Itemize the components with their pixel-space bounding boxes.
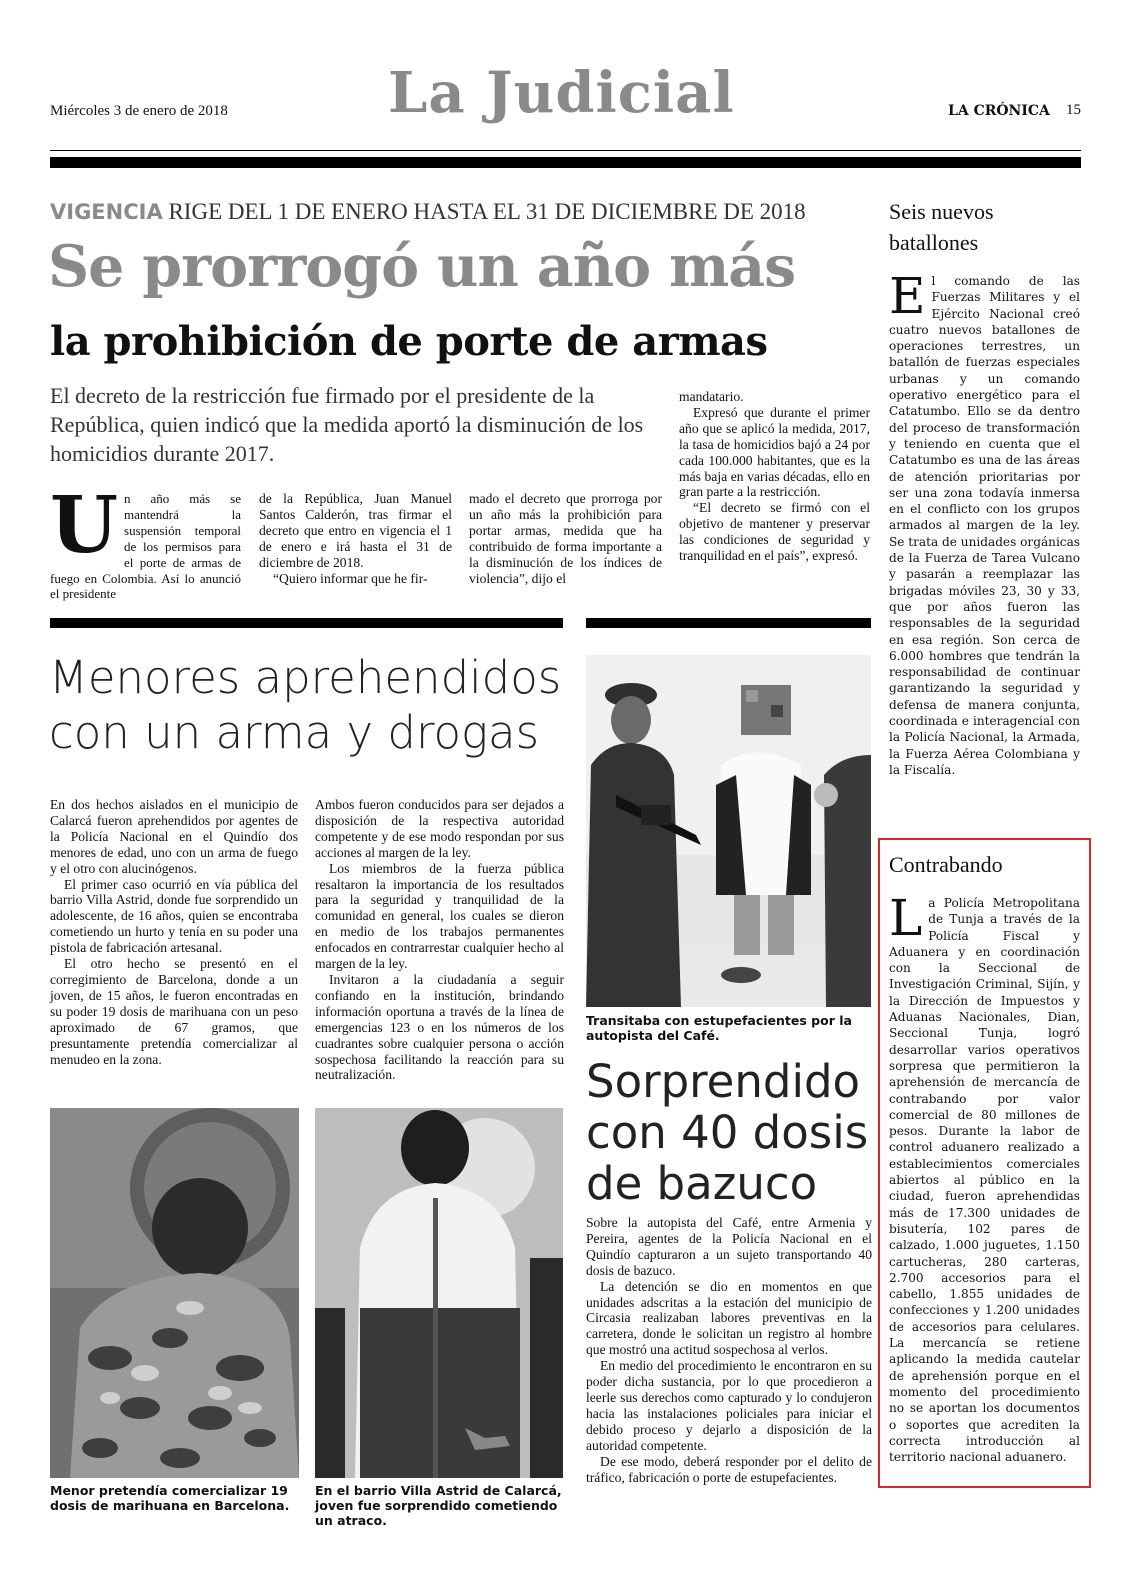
menores-rule xyxy=(50,618,563,628)
lead-deck: El decreto de la restricción fue firmado por el presidente de la República, quien indicó que la medida aportó la disminución de los homicidios durante 2017. xyxy=(50,383,644,466)
bazuco-p1: Sobre la autopista del Café, entre Armenia y Pereira, agentes de la Policía Nacional en el Quindío capturaron a un sujeto transportando 40 dosis de bazuco. xyxy=(586,1215,872,1278)
menores-c1-p3: El otro hecho se presentó en el corregimiento de Barcelona, donde a un joven, de 15 años, le fueron encontradas en su poder 19 dosis de marihuana con un peso aproximado de 67 gramos, que presuntamente pretendía comercializar al menudeo en la zona. xyxy=(50,956,298,1067)
menores-c1-p1: En dos hechos aislados en el municipio de Calarcá fueron aprehendidos por agentes de la Policía Nacional en el Quindío dos menores de edad, uno con un arma de fuego y el otro con alucinógenos. xyxy=(50,797,298,876)
bazuco-rule xyxy=(586,618,871,628)
section-title: La Judicial xyxy=(388,60,735,126)
bazuco-headline xyxy=(586,1056,868,1209)
paper-name: LA CRÓNICA xyxy=(948,103,1050,119)
sidebar1-dropcap: E xyxy=(889,267,926,325)
menores-c1-p2: El primer caso ocurrió en vía pública del barrio Villa Astrid, donde fue sorprendido un adolescente, de 16 años, quien se encontraba cometiendo un hurto y tenía en su poder una pistola de fabricación artesanal. xyxy=(50,876,298,956)
caption-atraco: En el barrio Villa Astrid de Calarcá, joven fue sorprendido cometiendo un atraco. xyxy=(315,1483,562,1528)
sidebar1-body xyxy=(889,267,1081,778)
header-rule-thin xyxy=(50,150,1081,151)
menores-c2-p1: Ambos fueron conducidos para ser dejados a disposición de la respectiva autoridad competente y de ese modo respondan por sus acciones al margen de la ley. xyxy=(315,797,564,860)
lead-headline-main: Se prorrogó un año más xyxy=(48,233,796,300)
lead-col1-text: n año más se mantendrá la suspensión temporal de los permisos para el porte de armas de fuego en Colombia. Así lo anunció el presidente xyxy=(50,491,241,602)
bazuco-headline-line3: de bazuco xyxy=(586,1157,818,1210)
lead-col-4 xyxy=(679,389,870,564)
lead-col-3 xyxy=(469,491,662,586)
issue-date: Miércoles 3 de enero de 2018 xyxy=(50,103,228,119)
lead-col4-a: mandatario. xyxy=(679,389,744,404)
lead-col-2 xyxy=(259,491,452,586)
photo-atraco-suspect xyxy=(315,1108,563,1478)
sidebar2-body xyxy=(889,889,1080,1465)
sidebar2-title: Contrabando xyxy=(889,852,1003,877)
lead-kicker xyxy=(50,198,806,226)
caption-bazuco: Transitaba con estupefacientes por la autopista del Café. xyxy=(586,1013,852,1043)
menores-col-1 xyxy=(50,797,298,1067)
lead-col2-quote: “Quiero informar que he fir- xyxy=(273,570,428,586)
sidebar2-dropcap: L xyxy=(889,889,923,947)
lead-col4-b: Expresó que durante el primer año que se aplicó la medida, 2017, la tasa de homicidios bajó a 24 por cada 100.000 habitantes, que es la más baja en varias décadas, ello en gran parte a la restricción. xyxy=(679,404,870,500)
bazuco-headline-line1: Sorprendido xyxy=(586,1055,861,1108)
caption-camouflage: Menor pretendía comercializar 19 dosis de marihuana en Barcelona. xyxy=(50,1483,290,1513)
menores-headline-line2: con un arma y drogas xyxy=(49,706,540,759)
sidebar2-text: a Policía Metropolitana de Tunja a través de la Policía Fiscal y Aduanera y en coordinación con la Seccional de Investigación Criminal, Sijín, y la Dirección de Impuestos y Aduanas Nacionales, Dian, Seccional Tunja, logró desarrollar varios operativos sorpresa que permitieron la aprehensión de mercancía de contrabando por valor comercial de 80 millones de pesos. Durante la labor de control aduanero realizado a establecimientos comerciales abiertos al público en la ciudad, fueron aprehendidas más de 17.300 unidades de bisutería, 102 pares de calzado, 1.000 juguetes, 1.150 cartucheras, 280 carteras, 2.700 accesorios para el cabello, 1.855 unidades de confecciones y 1.200 unidades de accesorios para celulares. La mercancía se retiene aplicando la medida cautelar de aprehensión porque en el momento del procedimiento no se aportan los documentos o soportes que acrediten la correcta introducción al territorio nacional aduanero. xyxy=(889,896,1080,1465)
bazuco-p2: La detención se dio en momentos en que unidades adscritas a la estación del municipio de Circasia realizaban labores preventivas en la carretera, donde le solicitan un registro al hombre que mostró una actitud sospechosa al verlos. xyxy=(586,1278,872,1358)
menores-headline-line1: Menores aprehendidos xyxy=(49,651,562,704)
lead-col-1 xyxy=(50,480,241,602)
bazuco-p4: De ese modo, deberá responder por el delito de tráfico, fabricación o porte de estupefacientes. xyxy=(586,1453,872,1485)
photo-bazuco-art xyxy=(586,655,871,1007)
photo-camouflage-suspect xyxy=(50,1108,299,1478)
bazuco-p3: En medio del procedimiento le encontraron en su poder dicha sustancia, por lo que procedieron a leerle sus derechos como capturado y lo condujeron hacia las instalaciones policiales para iniciar el debido proceso y dejarlo a disposición de la autoridad competente. xyxy=(586,1358,872,1453)
menores-c2-p3: Invitaron a la ciudadanía a seguir confiando en la institución, brindando información oportuna a través de la línea de emergencias 123 o en los números de los cuadrantes sobre cualquier persona o acción sospechosa facilitando la reacción para su neutralización. xyxy=(315,971,564,1083)
lead-col4-c: “El decreto se firmó con el objetivo de mantener y preservar las condiciones de seguridad y tranquilidad en el país”, expresó. xyxy=(679,500,870,564)
photo-atraco-art xyxy=(315,1108,563,1478)
sidebar1-text: l comando de las Fuerzas Militares y el Ejército Nacional creó cuatro nuevos batallones de operaciones terrestres, un batallón de fuerzas especiales urbanas y un comando operativo energético para el Catatumbo. Ello se da dentro del proceso de transformación y teniendo en cuenta que el Catatumbo es una de las áreas de atención prioritarias por ser una zona todavía inmersa en el conflicto con los grupos armados al margen de la ley. Se trata de unidades orgánicas de la Fuerza de Tarea Vulcano y pasarán a reemplazar las brigadas móviles 23, 30 y 33, que por años fueron las responsables de la seguridad en esa región. Son cerca de 6.000 hombres que tendrán la responsabilidad de continuar garantizando la seguridad y defensa de manera conjunta, coordinada e interagencial con la Policía Nacional, la Armada, la Fuerza Aérea Colombiana y la Fiscalía. xyxy=(889,274,1081,777)
lead-col3-text: mado el decreto que prorroga por un año más la prohibición para portar armas, medida que ha contribuido de forma importante a la disminución de los índices de violencia”, dijo el xyxy=(469,491,662,586)
page-number: 15 xyxy=(1066,102,1081,118)
menores-headline xyxy=(49,650,561,760)
sidebar1-title: Seis nuevos batallones xyxy=(889,199,994,255)
lead-headline-sub: la prohibición de porte de armas xyxy=(50,318,768,365)
lead-col2-text: de la República, Juan Manuel Santos Calderón, tras firmar el decreto que entro en vigencia el 1 de enero e irá hasta el 31 de diciembre de 2018. xyxy=(259,491,452,570)
bazuco-headline-line2: con 40 dosis xyxy=(586,1106,869,1159)
kicker-label: VIGENCIA xyxy=(50,200,163,224)
lead-dropcap: U xyxy=(50,480,119,571)
photo-bazuco-arrest xyxy=(586,655,871,1007)
kicker-text: RIGE DEL 1 DE ENERO HASTA EL 31 DE DICIEMBRE DE 2018 xyxy=(168,199,806,224)
photo-camouflage-art xyxy=(50,1108,299,1478)
menores-col-2 xyxy=(315,797,564,1083)
bazuco-body xyxy=(586,1215,872,1485)
menores-c2-p2: Los miembros de la fuerza pública resaltaron la importancia de los resultados para la seguridad y tranquilidad de la comunidad en general, los cuales se dieron en medio de los trabajos permanentes enfocados en contrarrestar cualquier hecho al margen de la ley. xyxy=(315,860,564,972)
header-rule-thick xyxy=(50,157,1081,168)
